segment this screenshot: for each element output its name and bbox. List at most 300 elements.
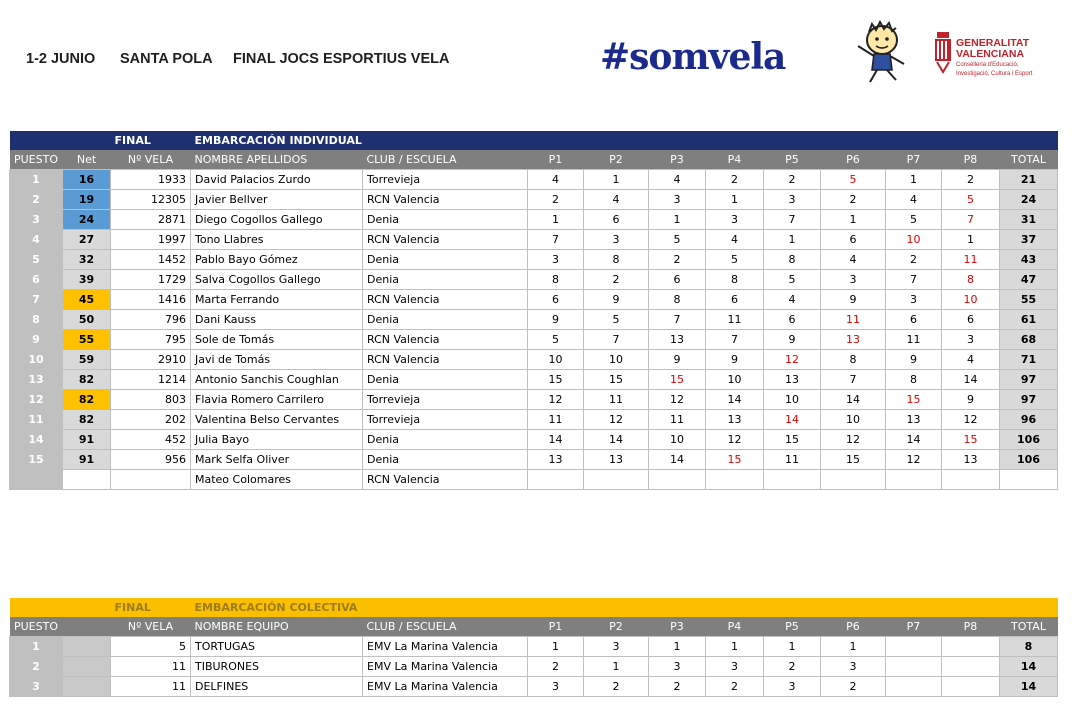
race-score-cell: 3: [584, 637, 649, 657]
table-row: [10, 390, 1058, 410]
race-score-cell: 9: [706, 350, 764, 370]
race-score-cell: 1: [886, 170, 942, 190]
total-cell: 61: [1000, 310, 1058, 330]
event-location: SANTA POLA: [120, 51, 213, 67]
race-score-cell: 12: [584, 410, 649, 430]
race-score-cell: 7: [706, 330, 764, 350]
club-cell: Denia: [363, 450, 528, 470]
net-score-cell: [63, 657, 111, 677]
race-score-cell: 15: [764, 430, 821, 450]
race-score-cell: 1: [706, 190, 764, 210]
race-score-cell: [886, 637, 942, 657]
sailor-name-cell: Diego Cogollos Gallego: [191, 210, 363, 230]
total-cell: 47: [1000, 270, 1058, 290]
race-score-cell: 3: [528, 677, 584, 697]
race-score-cell: 1: [528, 637, 584, 657]
table-row: [10, 170, 1058, 190]
position-cell: 2: [10, 657, 63, 677]
race-score-cell: 8: [886, 370, 942, 390]
column-header: P1: [528, 150, 584, 170]
position-cell: 14: [10, 430, 63, 450]
race-score-cell: 13: [886, 410, 942, 430]
race-score-cell: 1: [942, 230, 1000, 250]
gov-dept-line1: Conselleria d'Educació,: [956, 62, 1019, 68]
position-cell: 15: [10, 450, 63, 470]
position-cell: 3: [10, 677, 63, 697]
individual-column-headers: [10, 150, 1058, 170]
club-cell: Denia: [363, 370, 528, 390]
race-score-cell: 15: [886, 390, 942, 410]
race-score-cell: 8: [528, 270, 584, 290]
race-score-cell: 12: [942, 410, 1000, 430]
sailor-name-cell: Dani Kauss: [191, 310, 363, 330]
race-score-cell: 2: [706, 170, 764, 190]
column-header: P3: [649, 150, 706, 170]
club-cell: Denia: [363, 430, 528, 450]
race-score-cell: 1: [528, 210, 584, 230]
race-score-cell: 8: [821, 350, 886, 370]
sailor-name-cell: Sole de Tomás: [191, 330, 363, 350]
race-score-cell: 5: [584, 310, 649, 330]
sail-number-cell: 2871: [111, 210, 191, 230]
net-score-cell: 39: [63, 270, 111, 290]
table-row: [10, 210, 1058, 230]
race-score-cell: 7: [528, 230, 584, 250]
race-score-cell: 5: [649, 230, 706, 250]
mascot-icon: [852, 20, 912, 86]
race-score-cell: 1: [584, 170, 649, 190]
generalitat-logo: [934, 28, 1054, 88]
race-score-cell: 13: [942, 450, 1000, 470]
club-cell: RCN Valencia: [363, 330, 528, 350]
column-header: P2: [584, 150, 649, 170]
race-score-cell: 9: [886, 350, 942, 370]
net-score-cell: 24: [63, 210, 111, 230]
race-score-cell: 14: [706, 390, 764, 410]
sail-number-cell: 803: [111, 390, 191, 410]
sail-number-cell: 795: [111, 330, 191, 350]
race-score-cell: [528, 470, 584, 490]
column-header: Nº VELA: [111, 150, 191, 170]
position-cell: 3: [10, 210, 63, 230]
net-score-cell: 91: [63, 430, 111, 450]
team-name-cell: DELFINES: [191, 677, 363, 697]
event-date: 1-2 JUNIO: [26, 51, 96, 67]
race-score-cell: 2: [764, 170, 821, 190]
net-score-cell: 82: [63, 370, 111, 390]
sailor-name-cell: David Palacios Zurdo: [191, 170, 363, 190]
race-score-cell: 13: [764, 370, 821, 390]
race-score-cell: 11: [528, 410, 584, 430]
race-score-cell: 3: [584, 230, 649, 250]
race-score-cell: 10: [764, 390, 821, 410]
table-row: [10, 410, 1058, 430]
net-score-cell: 19: [63, 190, 111, 210]
sail-number-cell: [111, 470, 191, 490]
column-header: P1: [528, 617, 584, 637]
race-score-cell: 2: [528, 657, 584, 677]
sailor-name-cell: Marta Ferrando: [191, 290, 363, 310]
race-score-cell: 2: [821, 677, 886, 697]
race-score-cell: 9: [649, 350, 706, 370]
race-score-cell: [886, 677, 942, 697]
club-cell: RCN Valencia: [363, 350, 528, 370]
column-header: NOMBRE EQUIPO: [191, 617, 363, 637]
position-cell: 10: [10, 350, 63, 370]
colectiva-band: [10, 598, 1058, 617]
race-score-cell: 14: [764, 410, 821, 430]
position-cell: 12: [10, 390, 63, 410]
race-score-cell: 10: [584, 350, 649, 370]
total-cell: 97: [1000, 370, 1058, 390]
race-score-cell: 1: [764, 637, 821, 657]
race-score-cell: 13: [821, 330, 886, 350]
club-cell: Denia: [363, 210, 528, 230]
race-score-cell: [942, 470, 1000, 490]
race-score-cell: [942, 677, 1000, 697]
band-title: EMBARCACIÓN INDIVIDUAL: [191, 131, 1058, 150]
team-name-cell: TORTUGAS: [191, 637, 363, 657]
table-row: [10, 430, 1058, 450]
net-score-cell: [63, 470, 111, 490]
race-score-cell: [764, 470, 821, 490]
position-cell: 2: [10, 190, 63, 210]
column-header: P6: [821, 617, 886, 637]
sail-number-cell: 1214: [111, 370, 191, 390]
total-cell: 31: [1000, 210, 1058, 230]
net-score-cell: 32: [63, 250, 111, 270]
column-header: PUESTO: [10, 617, 63, 637]
position-cell: 13: [10, 370, 63, 390]
column-header: P4: [706, 150, 764, 170]
race-score-cell: 12: [528, 390, 584, 410]
position-cell: 6: [10, 270, 63, 290]
race-score-cell: 10: [942, 290, 1000, 310]
race-score-cell: 9: [764, 330, 821, 350]
race-score-cell: 11: [764, 450, 821, 470]
race-score-cell: 3: [764, 190, 821, 210]
race-score-cell: 2: [584, 270, 649, 290]
net-score-cell: 50: [63, 310, 111, 330]
total-cell: 55: [1000, 290, 1058, 310]
sail-number-cell: 1933: [111, 170, 191, 190]
position-cell: 4: [10, 230, 63, 250]
total-cell: [1000, 470, 1058, 490]
total-cell: 106: [1000, 430, 1058, 450]
race-score-cell: 12: [649, 390, 706, 410]
race-score-cell: 3: [886, 290, 942, 310]
column-header: P7: [886, 150, 942, 170]
net-score-cell: 45: [63, 290, 111, 310]
gov-name-line1: GENERALITAT: [956, 37, 1030, 49]
club-cell: EMV La Marina Valencia: [363, 677, 528, 697]
position-cell: [10, 470, 63, 490]
sail-number-cell: 202: [111, 410, 191, 430]
sail-number-cell: 1729: [111, 270, 191, 290]
gov-dept-line2: Investigació, Cultura i Esport: [956, 71, 1033, 77]
column-header: TOTAL: [1000, 150, 1058, 170]
race-score-cell: 2: [528, 190, 584, 210]
sailor-name-cell: Flavia Romero Carrilero: [191, 390, 363, 410]
club-cell: RCN Valencia: [363, 470, 528, 490]
table-row: [10, 330, 1058, 350]
table-row: [10, 350, 1058, 370]
band-cell: [63, 598, 111, 617]
club-cell: Denia: [363, 250, 528, 270]
race-score-cell: 2: [649, 677, 706, 697]
race-score-cell: 13: [528, 450, 584, 470]
total-cell: 71: [1000, 350, 1058, 370]
race-score-cell: 14: [942, 370, 1000, 390]
table-row: [10, 270, 1058, 290]
position-cell: 11: [10, 410, 63, 430]
race-score-cell: 2: [584, 677, 649, 697]
race-score-cell: 8: [764, 250, 821, 270]
race-score-cell: 11: [886, 330, 942, 350]
race-score-cell: 13: [584, 450, 649, 470]
race-score-cell: 12: [886, 450, 942, 470]
team-name-cell: TIBURONES: [191, 657, 363, 677]
race-score-cell: 14: [584, 430, 649, 450]
total-cell: 97: [1000, 390, 1058, 410]
race-score-cell: 2: [886, 250, 942, 270]
race-score-cell: 6: [649, 270, 706, 290]
race-score-cell: 14: [821, 390, 886, 410]
colectiva-rows: [10, 637, 1058, 697]
race-score-cell: 3: [706, 210, 764, 230]
race-score-cell: 14: [649, 450, 706, 470]
race-score-cell: 15: [821, 450, 886, 470]
race-score-cell: 11: [942, 250, 1000, 270]
race-score-cell: 14: [886, 430, 942, 450]
race-score-cell: 2: [764, 657, 821, 677]
club-cell: RCN Valencia: [363, 290, 528, 310]
race-score-cell: 6: [942, 310, 1000, 330]
race-score-cell: 10: [528, 350, 584, 370]
race-score-cell: 6: [764, 310, 821, 330]
race-score-cell: 11: [649, 410, 706, 430]
race-score-cell: 5: [886, 210, 942, 230]
sail-number-cell: 11: [111, 677, 191, 697]
race-score-cell: 4: [821, 250, 886, 270]
race-score-cell: 12: [764, 350, 821, 370]
total-cell: 68: [1000, 330, 1058, 350]
sail-number-cell: 11: [111, 657, 191, 677]
table-row: [10, 677, 1058, 697]
race-score-cell: 7: [649, 310, 706, 330]
race-score-cell: 15: [528, 370, 584, 390]
race-score-cell: 3: [706, 657, 764, 677]
club-cell: Torrevieja: [363, 390, 528, 410]
band-cell: [63, 131, 111, 150]
race-score-cell: 9: [528, 310, 584, 330]
total-cell: 14: [1000, 677, 1058, 697]
position-cell: 1: [10, 637, 63, 657]
race-score-cell: 10: [886, 230, 942, 250]
race-score-cell: 10: [821, 410, 886, 430]
race-score-cell: 3: [942, 330, 1000, 350]
race-score-cell: 2: [649, 250, 706, 270]
club-cell: Denia: [363, 270, 528, 290]
individual-results-table: [9, 131, 1058, 490]
race-score-cell: 11: [584, 390, 649, 410]
sail-number-cell: 2910: [111, 350, 191, 370]
column-header: CLUB / ESCUELA: [363, 617, 528, 637]
individual-band: [10, 131, 1058, 150]
race-score-cell: 7: [764, 210, 821, 230]
position-cell: 8: [10, 310, 63, 330]
race-score-cell: 15: [584, 370, 649, 390]
net-score-cell: 91: [63, 450, 111, 470]
column-header: [63, 617, 111, 637]
race-score-cell: 12: [706, 430, 764, 450]
table-row: [10, 470, 1058, 490]
band-final: FINAL: [111, 131, 191, 150]
event-title: FINAL JOCS ESPORTIUS VELA: [233, 51, 450, 67]
colectiva-results-table: [9, 598, 1058, 697]
sailor-name-cell: Tono Llabres: [191, 230, 363, 250]
race-score-cell: 3: [528, 250, 584, 270]
table-row: [10, 657, 1058, 677]
sail-number-cell: 1452: [111, 250, 191, 270]
club-cell: Denia: [363, 310, 528, 330]
race-score-cell: 5: [821, 170, 886, 190]
position-cell: 9: [10, 330, 63, 350]
race-score-cell: 15: [706, 450, 764, 470]
race-score-cell: 1: [649, 210, 706, 230]
club-cell: Torrevieja: [363, 410, 528, 430]
gov-name-line2: VALENCIANA: [956, 48, 1025, 60]
race-score-cell: 3: [764, 677, 821, 697]
column-header: CLUB / ESCUELA: [363, 150, 528, 170]
race-score-cell: 10: [706, 370, 764, 390]
race-score-cell: 9: [584, 290, 649, 310]
column-header: Net: [63, 150, 111, 170]
race-score-cell: 4: [584, 190, 649, 210]
table-row: [10, 290, 1058, 310]
race-score-cell: 11: [821, 310, 886, 330]
sailor-name-cell: Javi de Tomás: [191, 350, 363, 370]
sail-number-cell: 5: [111, 637, 191, 657]
race-score-cell: 3: [649, 190, 706, 210]
table-row: [10, 370, 1058, 390]
table-row: [10, 230, 1058, 250]
race-score-cell: [942, 657, 1000, 677]
net-score-cell: 27: [63, 230, 111, 250]
race-score-cell: 8: [649, 290, 706, 310]
race-score-cell: 15: [942, 430, 1000, 450]
club-cell: EMV La Marina Valencia: [363, 637, 528, 657]
net-score-cell: 82: [63, 390, 111, 410]
race-score-cell: 7: [821, 370, 886, 390]
race-score-cell: 5: [528, 330, 584, 350]
table-row: [10, 190, 1058, 210]
net-score-cell: [63, 677, 111, 697]
net-score-cell: [63, 637, 111, 657]
column-header: P4: [706, 617, 764, 637]
sailor-name-cell: Javier Bellver: [191, 190, 363, 210]
column-header: P5: [764, 150, 821, 170]
net-score-cell: 82: [63, 410, 111, 430]
column-header: PUESTO: [10, 150, 63, 170]
race-score-cell: 5: [942, 190, 1000, 210]
race-score-cell: 4: [706, 230, 764, 250]
column-header: NOMBRE APELLIDOS: [191, 150, 363, 170]
generalitat-emblem-icon: [934, 30, 952, 74]
club-cell: RCN Valencia: [363, 190, 528, 210]
race-score-cell: [649, 470, 706, 490]
race-score-cell: 9: [942, 390, 1000, 410]
race-score-cell: 6: [821, 230, 886, 250]
sail-number-cell: 1416: [111, 290, 191, 310]
colectiva-column-headers: [10, 617, 1058, 637]
race-score-cell: 1: [764, 230, 821, 250]
race-score-cell: [821, 470, 886, 490]
race-score-cell: 2: [821, 190, 886, 210]
race-score-cell: 15: [649, 370, 706, 390]
total-cell: 43: [1000, 250, 1058, 270]
sail-number-cell: 956: [111, 450, 191, 470]
band-cell: [10, 598, 63, 617]
column-header: Nº VELA: [111, 617, 191, 637]
sail-number-cell: 1997: [111, 230, 191, 250]
table-row: [10, 310, 1058, 330]
net-score-cell: 16: [63, 170, 111, 190]
sailor-name-cell: Mark Selfa Oliver: [191, 450, 363, 470]
race-score-cell: 3: [821, 657, 886, 677]
race-score-cell: [942, 637, 1000, 657]
column-header: P8: [942, 150, 1000, 170]
band-title: EMBARCACIÓN COLECTIVA: [191, 598, 1058, 617]
race-score-cell: 6: [528, 290, 584, 310]
race-score-cell: 1: [649, 637, 706, 657]
race-score-cell: 10: [649, 430, 706, 450]
sail-number-cell: 796: [111, 310, 191, 330]
club-cell: RCN Valencia: [363, 230, 528, 250]
sailor-name-cell: Antonio Sanchis Coughlan: [191, 370, 363, 390]
race-score-cell: 8: [706, 270, 764, 290]
net-score-cell: 55: [63, 330, 111, 350]
race-score-cell: 4: [649, 170, 706, 190]
race-score-cell: 6: [584, 210, 649, 230]
race-score-cell: 2: [706, 677, 764, 697]
race-score-cell: 9: [821, 290, 886, 310]
race-score-cell: 3: [821, 270, 886, 290]
race-score-cell: 1: [821, 210, 886, 230]
total-cell: 24: [1000, 190, 1058, 210]
race-score-cell: 13: [706, 410, 764, 430]
club-cell: Torrevieja: [363, 170, 528, 190]
race-score-cell: 8: [942, 270, 1000, 290]
total-cell: 14: [1000, 657, 1058, 677]
race-score-cell: 12: [821, 430, 886, 450]
table-row: [10, 450, 1058, 470]
column-header: P7: [886, 617, 942, 637]
column-header: P6: [821, 150, 886, 170]
race-score-cell: 8: [584, 250, 649, 270]
total-cell: 21: [1000, 170, 1058, 190]
position-cell: 5: [10, 250, 63, 270]
race-score-cell: 7: [584, 330, 649, 350]
sailor-name-cell: Valentina Belso Cervantes: [191, 410, 363, 430]
total-cell: 37: [1000, 230, 1058, 250]
sailor-name-cell: Julia Bayo: [191, 430, 363, 450]
individual-rows: [10, 170, 1058, 490]
sailor-name-cell: Salva Cogollos Gallego: [191, 270, 363, 290]
total-cell: 96: [1000, 410, 1058, 430]
race-score-cell: 14: [528, 430, 584, 450]
somvela-logo: #somvela: [600, 36, 786, 78]
